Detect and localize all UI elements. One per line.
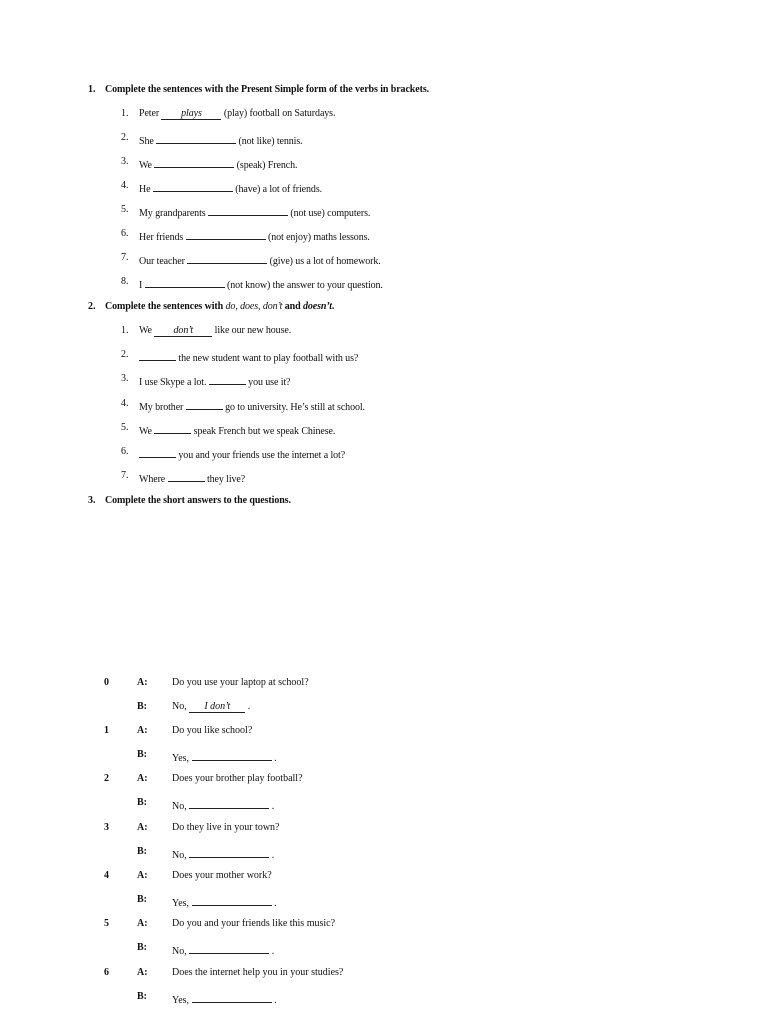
answer-start: No,: [172, 946, 190, 957]
dialogue-number: 0: [104, 677, 109, 688]
sentence-end: speak French but we speak Chinese.: [191, 426, 336, 437]
item-number: 7.: [121, 470, 129, 481]
answer-blank[interactable]: [192, 991, 272, 1003]
answer-blank[interactable]: [139, 349, 176, 361]
answer-start: Yes,: [172, 995, 192, 1006]
sentence-end: (give) us a lot of homework.: [267, 256, 381, 267]
item-sentence: [139, 349, 358, 365]
sentence-end: you use it?: [245, 377, 291, 388]
question-text: Do you like school?: [172, 725, 253, 736]
item-number: 1.: [121, 325, 129, 336]
sentence-start: We: [139, 426, 155, 437]
speaker-b-label: B:: [137, 991, 147, 1002]
speaker-a-label: A:: [137, 967, 148, 978]
sentence-end: (not enjoy) maths lessons.: [265, 232, 370, 243]
sentence-end: they live?: [204, 474, 246, 485]
question-text: Do they live in your town?: [172, 822, 280, 833]
dialogue-number: 6: [104, 967, 109, 978]
heading-italic-word: doesn’t: [302, 301, 332, 312]
answer-blank[interactable]: [139, 446, 176, 458]
answer-blank[interactable]: [189, 846, 269, 858]
item-sentence: [139, 398, 365, 414]
answer-blank[interactable]: don’t: [154, 325, 212, 337]
heading-text: .: [331, 301, 335, 312]
heading-text: Complete the sentences with: [105, 301, 226, 312]
item-number: 5.: [121, 204, 129, 215]
section-2-heading: [105, 301, 334, 313]
section-3-number: 3.: [88, 495, 96, 506]
speaker-a-label: A:: [137, 870, 148, 881]
section-1-heading: Complete the sentences with the Present Simple form of the verbs in brackets.: [105, 84, 430, 95]
sentence-end: (not know) the answer to your question.: [224, 280, 383, 291]
section-1-number: 1.: [88, 84, 96, 95]
item-sentence: [139, 228, 370, 244]
answer-blank[interactable]: [186, 398, 223, 410]
answer-blank[interactable]: I don’t: [189, 701, 245, 713]
sentence-start: She: [139, 136, 157, 147]
section-3-heading: Complete the short answers to the questions.: [105, 495, 291, 506]
item-sentence: [139, 252, 381, 268]
item-number: 4.: [121, 398, 129, 409]
item-sentence: [139, 108, 335, 120]
heading-text: and: [282, 301, 303, 312]
answer-blank[interactable]: plays: [161, 108, 221, 120]
dialogue-number: 2: [104, 773, 109, 784]
sentence-start: Her friends: [139, 232, 186, 243]
item-sentence: [139, 132, 303, 148]
answer-start: Yes,: [172, 753, 192, 764]
question-text: Does the internet help you in your studies?: [172, 967, 344, 978]
answer-end: .: [269, 850, 275, 861]
speaker-b-label: B:: [137, 846, 147, 857]
answer-line: [172, 894, 277, 910]
item-number: 2.: [121, 132, 129, 143]
speaker-b-label: B:: [137, 942, 147, 953]
item-sentence: [139, 276, 383, 292]
item-number: 6.: [121, 446, 129, 457]
answer-end: .: [271, 753, 277, 764]
heading-italic-words: do, does, don’t: [225, 301, 283, 312]
sentence-end: (speak) French.: [234, 160, 298, 171]
sentence-end: (not like) tennis.: [236, 136, 303, 147]
item-number: 8.: [121, 276, 129, 287]
sentence-start: I use Skype a lot.: [139, 377, 209, 388]
sentence-start: We: [139, 325, 155, 336]
answer-blank[interactable]: [189, 942, 269, 954]
answer-start: No,: [172, 801, 190, 812]
answer-line: [172, 846, 274, 862]
speaker-b-label: B:: [137, 797, 147, 808]
answer-line: [172, 701, 250, 713]
answer-blank[interactable]: [186, 228, 266, 240]
dialogue-number: 1: [104, 725, 109, 736]
sentence-end: (not use) computers.: [287, 208, 371, 219]
answer-start: No,: [172, 701, 190, 712]
answer-blank[interactable]: [189, 797, 269, 809]
answer-line: [172, 797, 274, 813]
speaker-a-label: A:: [137, 773, 148, 784]
item-sentence: [139, 422, 335, 438]
sentence-end: (play) football on Saturdays.: [221, 108, 336, 119]
answer-blank[interactable]: [156, 132, 236, 144]
answer-start: No,: [172, 850, 190, 861]
dialogue-number: 5: [104, 918, 109, 929]
answer-end: .: [245, 701, 251, 712]
question-text: Does your mother work?: [172, 870, 272, 881]
item-number: 4.: [121, 180, 129, 191]
section-2-number: 2.: [88, 301, 96, 312]
answer-blank[interactable]: [208, 204, 288, 216]
speaker-b-label: B:: [137, 701, 147, 712]
item-sentence: [139, 373, 290, 389]
answer-line: [172, 749, 277, 765]
question-text: Do you and your friends like this music?: [172, 918, 336, 929]
answer-blank[interactable]: [154, 156, 234, 168]
sentence-end: (have) a lot of friends.: [232, 184, 323, 195]
answer-blank[interactable]: [192, 894, 272, 906]
sentence-end: the new student want to play football with us?: [176, 353, 359, 364]
sentence-end: like our new house.: [212, 325, 292, 336]
sentence-start: I: [139, 280, 145, 291]
item-sentence: [139, 156, 297, 172]
answer-blank[interactable]: [168, 470, 205, 482]
speaker-a-label: A:: [137, 918, 148, 929]
answer-start: Yes,: [172, 898, 192, 909]
item-number: 6.: [121, 228, 129, 239]
speaker-a-label: A:: [137, 725, 148, 736]
item-number: 2.: [121, 349, 129, 360]
speaker-a-label: A:: [137, 677, 148, 688]
sentence-start: My grandparents: [139, 208, 208, 219]
sentence-start: Where: [139, 474, 168, 485]
item-number: 3.: [121, 373, 129, 384]
speaker-b-label: B:: [137, 749, 147, 760]
item-number: 7.: [121, 252, 129, 263]
answer-blank[interactable]: [187, 252, 267, 264]
answer-end: .: [271, 995, 277, 1006]
item-sentence: [139, 470, 245, 486]
sentence-end: you and your friends use the internet a lot?: [176, 450, 346, 461]
answer-end: .: [269, 801, 275, 812]
dialogue-number: 3: [104, 822, 109, 833]
answer-blank[interactable]: [209, 373, 246, 385]
question-text: Do you use your laptop at school?: [172, 677, 309, 688]
answer-end: .: [269, 946, 275, 957]
sentence-start: Our teacher: [139, 256, 188, 267]
item-sentence: [139, 204, 370, 220]
item-number: 5.: [121, 422, 129, 433]
answer-line: [172, 942, 274, 958]
sentence-end: go to university. He’s still at school.: [222, 402, 365, 413]
item-sentence: [139, 325, 291, 337]
answer-line: [172, 991, 277, 1007]
sentence-start: My brother: [139, 402, 186, 413]
answer-blank[interactable]: [192, 749, 272, 761]
answer-blank[interactable]: [145, 276, 225, 288]
answer-blank[interactable]: [153, 180, 233, 192]
dialogue-number: 4: [104, 870, 109, 881]
item-sentence: [139, 446, 345, 462]
answer-end: .: [271, 898, 277, 909]
item-number: 3.: [121, 156, 129, 167]
question-text: Does your brother play football?: [172, 773, 303, 784]
sentence-start: Peter: [139, 108, 162, 119]
speaker-a-label: A:: [137, 822, 148, 833]
answer-blank[interactable]: [154, 422, 191, 434]
item-sentence: [139, 180, 322, 196]
item-number: 1.: [121, 108, 129, 119]
sentence-start: We: [139, 160, 155, 171]
speaker-b-label: B:: [137, 894, 147, 905]
sentence-start: He: [139, 184, 153, 195]
